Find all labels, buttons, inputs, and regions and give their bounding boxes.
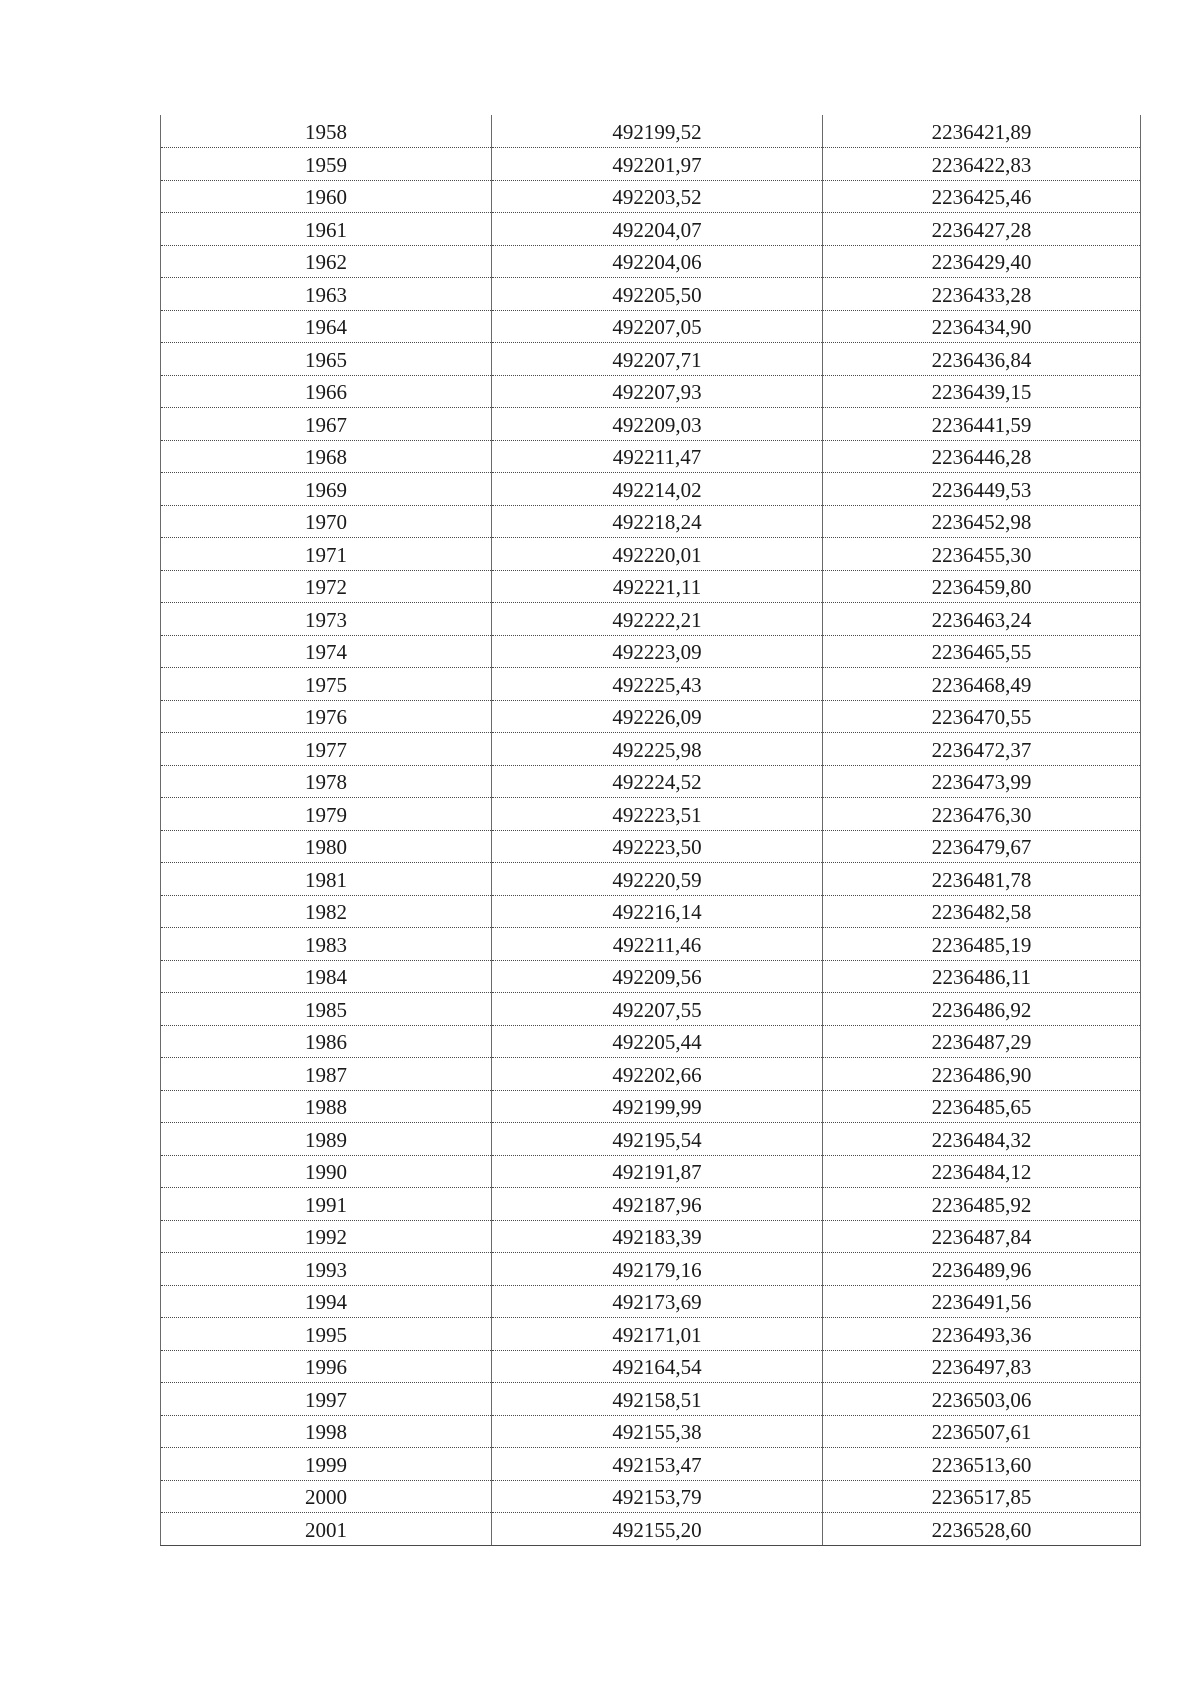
point-number-cell: 1997 — [161, 1383, 492, 1416]
table-row — [161, 213, 1141, 246]
y-coordinate-cell: 2236484,12 — [823, 1155, 1141, 1188]
table-row — [161, 1220, 1141, 1253]
point-number-cell: 1998 — [161, 1415, 492, 1448]
x-coordinate-cell: 492204,06 — [492, 245, 823, 278]
x-coordinate-cell: 492209,56 — [492, 960, 823, 993]
point-number-cell: 1962 — [161, 245, 492, 278]
x-coordinate-cell: 492195,54 — [492, 1123, 823, 1156]
y-coordinate-cell: 2236436,84 — [823, 343, 1141, 376]
x-coordinate-cell: 492216,14 — [492, 895, 823, 928]
table-row — [161, 440, 1141, 473]
point-number-cell: 1986 — [161, 1025, 492, 1058]
table-row — [161, 245, 1141, 278]
table-row — [161, 1253, 1141, 1286]
x-coordinate-cell: 492204,07 — [492, 213, 823, 246]
x-coordinate-cell: 492225,98 — [492, 733, 823, 766]
y-coordinate-cell: 2236513,60 — [823, 1448, 1141, 1481]
y-coordinate-cell: 2236485,19 — [823, 928, 1141, 961]
x-coordinate-cell: 492221,11 — [492, 570, 823, 603]
table-row — [161, 1155, 1141, 1188]
table-row — [161, 1383, 1141, 1416]
x-coordinate-cell: 492220,59 — [492, 863, 823, 896]
table-row — [161, 310, 1141, 343]
y-coordinate-cell: 2236441,59 — [823, 408, 1141, 441]
table-row — [161, 408, 1141, 441]
point-number-cell: 1960 — [161, 180, 492, 213]
x-coordinate-cell: 492223,09 — [492, 635, 823, 668]
x-coordinate-cell: 492171,01 — [492, 1318, 823, 1351]
point-number-cell: 1978 — [161, 765, 492, 798]
point-number-cell: 1994 — [161, 1285, 492, 1318]
point-number-cell: 1976 — [161, 700, 492, 733]
point-number-cell: 1961 — [161, 213, 492, 246]
point-number-cell: 1991 — [161, 1188, 492, 1221]
y-coordinate-cell: 2236425,46 — [823, 180, 1141, 213]
y-coordinate-cell: 2236463,24 — [823, 603, 1141, 636]
x-coordinate-cell: 492226,09 — [492, 700, 823, 733]
x-coordinate-cell: 492225,43 — [492, 668, 823, 701]
point-number-cell: 1980 — [161, 830, 492, 863]
point-number-cell: 1968 — [161, 440, 492, 473]
y-coordinate-cell: 2236427,28 — [823, 213, 1141, 246]
table-row — [161, 473, 1141, 506]
y-coordinate-cell: 2236487,29 — [823, 1025, 1141, 1058]
x-coordinate-cell: 492153,79 — [492, 1480, 823, 1513]
y-coordinate-cell: 2236465,55 — [823, 635, 1141, 668]
table-row — [161, 1318, 1141, 1351]
table-row — [161, 1123, 1141, 1156]
x-coordinate-cell: 492158,51 — [492, 1383, 823, 1416]
y-coordinate-cell: 2236449,53 — [823, 473, 1141, 506]
table-row — [161, 928, 1141, 961]
table-row — [161, 1188, 1141, 1221]
y-coordinate-cell: 2236472,37 — [823, 733, 1141, 766]
table-row — [161, 148, 1141, 181]
table-row — [161, 798, 1141, 831]
y-coordinate-cell: 2236489,96 — [823, 1253, 1141, 1286]
table-row — [161, 1058, 1141, 1091]
x-coordinate-cell: 492187,96 — [492, 1188, 823, 1221]
x-coordinate-cell: 492155,38 — [492, 1415, 823, 1448]
table-row — [161, 1285, 1141, 1318]
x-coordinate-cell: 492155,20 — [492, 1513, 823, 1546]
point-number-cell: 2001 — [161, 1513, 492, 1546]
coordinates-table — [160, 115, 1141, 1546]
coordinates-table-body — [161, 115, 1141, 1545]
x-coordinate-cell: 492205,44 — [492, 1025, 823, 1058]
x-coordinate-cell: 492203,52 — [492, 180, 823, 213]
point-number-cell: 1969 — [161, 473, 492, 506]
x-coordinate-cell: 492209,03 — [492, 408, 823, 441]
table-row — [161, 1513, 1141, 1546]
table-row — [161, 993, 1141, 1026]
table-row — [161, 1350, 1141, 1383]
point-number-cell: 1958 — [161, 115, 492, 148]
x-coordinate-cell: 492207,55 — [492, 993, 823, 1026]
table-row — [161, 115, 1141, 148]
point-number-cell: 1964 — [161, 310, 492, 343]
point-number-cell: 1981 — [161, 863, 492, 896]
table-row — [161, 960, 1141, 993]
table-row — [161, 1448, 1141, 1481]
y-coordinate-cell: 2236485,92 — [823, 1188, 1141, 1221]
x-coordinate-cell: 492207,05 — [492, 310, 823, 343]
y-coordinate-cell: 2236491,56 — [823, 1285, 1141, 1318]
y-coordinate-cell: 2236528,60 — [823, 1513, 1141, 1546]
x-coordinate-cell: 492199,52 — [492, 115, 823, 148]
x-coordinate-cell: 492211,46 — [492, 928, 823, 961]
x-coordinate-cell: 492205,50 — [492, 278, 823, 311]
table-row — [161, 375, 1141, 408]
table-row — [161, 538, 1141, 571]
y-coordinate-cell: 2236493,36 — [823, 1318, 1141, 1351]
table-row — [161, 570, 1141, 603]
y-coordinate-cell: 2236507,61 — [823, 1415, 1141, 1448]
table-row — [161, 895, 1141, 928]
table-row — [161, 1090, 1141, 1123]
table-row — [161, 635, 1141, 668]
table-row — [161, 505, 1141, 538]
x-coordinate-cell: 492153,47 — [492, 1448, 823, 1481]
table-row — [161, 863, 1141, 896]
point-number-cell: 1999 — [161, 1448, 492, 1481]
y-coordinate-cell: 2236482,58 — [823, 895, 1141, 928]
y-coordinate-cell: 2236486,92 — [823, 993, 1141, 1026]
table-row — [161, 603, 1141, 636]
y-coordinate-cell: 2236479,67 — [823, 830, 1141, 863]
point-number-cell: 1967 — [161, 408, 492, 441]
point-number-cell: 1987 — [161, 1058, 492, 1091]
x-coordinate-cell: 492183,39 — [492, 1220, 823, 1253]
point-number-cell: 1965 — [161, 343, 492, 376]
point-number-cell: 1971 — [161, 538, 492, 571]
y-coordinate-cell: 2236468,49 — [823, 668, 1141, 701]
point-number-cell: 1983 — [161, 928, 492, 961]
point-number-cell: 1973 — [161, 603, 492, 636]
y-coordinate-cell: 2236503,06 — [823, 1383, 1141, 1416]
point-number-cell: 1979 — [161, 798, 492, 831]
y-coordinate-cell: 2236476,30 — [823, 798, 1141, 831]
y-coordinate-cell: 2236486,90 — [823, 1058, 1141, 1091]
x-coordinate-cell: 492224,52 — [492, 765, 823, 798]
table-row — [161, 765, 1141, 798]
point-number-cell: 1974 — [161, 635, 492, 668]
point-number-cell: 1984 — [161, 960, 492, 993]
point-number-cell: 1977 — [161, 733, 492, 766]
y-coordinate-cell: 2236429,40 — [823, 245, 1141, 278]
table-row — [161, 668, 1141, 701]
point-number-cell: 1988 — [161, 1090, 492, 1123]
y-coordinate-cell: 2236517,85 — [823, 1480, 1141, 1513]
y-coordinate-cell: 2236452,98 — [823, 505, 1141, 538]
y-coordinate-cell: 2236422,83 — [823, 148, 1141, 181]
y-coordinate-cell: 2236455,30 — [823, 538, 1141, 571]
point-number-cell: 1959 — [161, 148, 492, 181]
point-number-cell: 1970 — [161, 505, 492, 538]
x-coordinate-cell: 492191,87 — [492, 1155, 823, 1188]
x-coordinate-cell: 492173,69 — [492, 1285, 823, 1318]
y-coordinate-cell: 2236459,80 — [823, 570, 1141, 603]
table-row — [161, 700, 1141, 733]
y-coordinate-cell: 2236434,90 — [823, 310, 1141, 343]
y-coordinate-cell: 2236439,15 — [823, 375, 1141, 408]
y-coordinate-cell: 2236485,65 — [823, 1090, 1141, 1123]
table-row — [161, 180, 1141, 213]
point-number-cell: 1972 — [161, 570, 492, 603]
x-coordinate-cell: 492199,99 — [492, 1090, 823, 1123]
point-number-cell: 1975 — [161, 668, 492, 701]
point-number-cell: 1995 — [161, 1318, 492, 1351]
point-number-cell: 1982 — [161, 895, 492, 928]
x-coordinate-cell: 492202,66 — [492, 1058, 823, 1091]
x-coordinate-cell: 492211,47 — [492, 440, 823, 473]
point-number-cell: 1990 — [161, 1155, 492, 1188]
y-coordinate-cell: 2236446,28 — [823, 440, 1141, 473]
table-row — [161, 1415, 1141, 1448]
y-coordinate-cell: 2236481,78 — [823, 863, 1141, 896]
x-coordinate-cell: 492214,02 — [492, 473, 823, 506]
y-coordinate-cell: 2236473,99 — [823, 765, 1141, 798]
table-row — [161, 830, 1141, 863]
point-number-cell: 1993 — [161, 1253, 492, 1286]
table-row — [161, 733, 1141, 766]
y-coordinate-cell: 2236487,84 — [823, 1220, 1141, 1253]
y-coordinate-cell: 2236470,55 — [823, 700, 1141, 733]
x-coordinate-cell: 492179,16 — [492, 1253, 823, 1286]
point-number-cell: 1992 — [161, 1220, 492, 1253]
y-coordinate-cell: 2236421,89 — [823, 115, 1141, 148]
table-row — [161, 1025, 1141, 1058]
x-coordinate-cell: 492201,97 — [492, 148, 823, 181]
point-number-cell: 1985 — [161, 993, 492, 1026]
table-row — [161, 1480, 1141, 1513]
y-coordinate-cell: 2236497,83 — [823, 1350, 1141, 1383]
x-coordinate-cell: 492207,71 — [492, 343, 823, 376]
table-row — [161, 343, 1141, 376]
x-coordinate-cell: 492164,54 — [492, 1350, 823, 1383]
point-number-cell: 1989 — [161, 1123, 492, 1156]
point-number-cell: 1966 — [161, 375, 492, 408]
y-coordinate-cell: 2236486,11 — [823, 960, 1141, 993]
y-coordinate-cell: 2236433,28 — [823, 278, 1141, 311]
x-coordinate-cell: 492220,01 — [492, 538, 823, 571]
x-coordinate-cell: 492223,50 — [492, 830, 823, 863]
x-coordinate-cell: 492207,93 — [492, 375, 823, 408]
x-coordinate-cell: 492222,21 — [492, 603, 823, 636]
x-coordinate-cell: 492218,24 — [492, 505, 823, 538]
point-number-cell: 2000 — [161, 1480, 492, 1513]
point-number-cell: 1996 — [161, 1350, 492, 1383]
table-row — [161, 278, 1141, 311]
x-coordinate-cell: 492223,51 — [492, 798, 823, 831]
point-number-cell: 1963 — [161, 278, 492, 311]
y-coordinate-cell: 2236484,32 — [823, 1123, 1141, 1156]
